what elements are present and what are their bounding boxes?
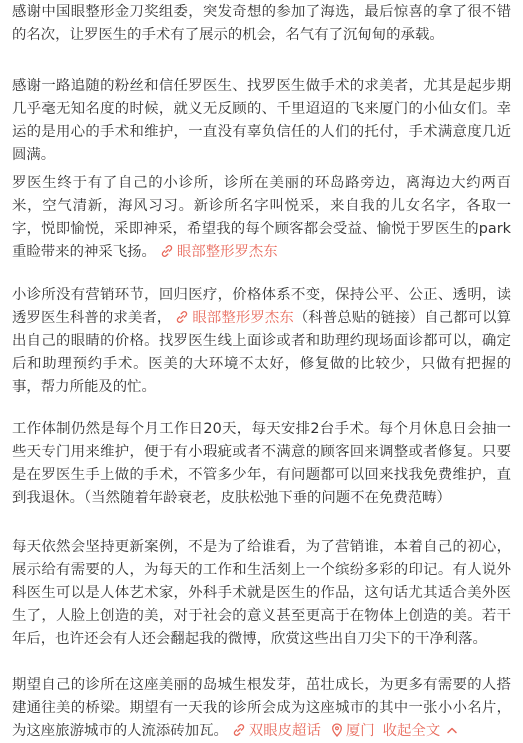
profile-link[interactable] bbox=[156, 244, 278, 260]
post-paragraph-2 bbox=[12, 75, 511, 167]
paragraph-text: 感谢中国眼整形金刀奖组委，突发奇想的参加了海选，最后惊喜的拿了很不错的名次，让罗医生的手术有了展示的机会，名气有了沉甸甸的承载。 bbox=[12, 4, 511, 43]
collapse-button[interactable] bbox=[383, 723, 459, 739]
link-icon bbox=[232, 723, 246, 737]
paragraph-text: 罗医生终于有了自己的小诊所，诊所在美丽的环岛路旁边，离海边大约两百米，空气清新，海风习习。新诊所名字叫悦采，来自我的儿女名字，各取一字，悦即愉悦，采即神采，希望我的每个顾客都会受益、愉悦于罗医生的park重睑带来的神采飞扬。 bbox=[12, 175, 511, 260]
post-paragraph-3 bbox=[12, 172, 511, 264]
paragraph-text: 工作体制仍然是每个月工作日20天，每天安排2台手术。每个月休息日会抽一些天专门用来维护，便于有小瑕疵或者不满意的顾客回来调整或者修复。只要是在罗医生手上做的手术，不管多少年，有问题都可以回来找我免费维护，直到我退休。（当然随着年龄衰老，皮肤松弛下垂的问题不在免费范畴） bbox=[12, 421, 511, 506]
profile-link-label: 眼部整形罗杰东 bbox=[192, 310, 294, 326]
link-icon bbox=[160, 244, 174, 258]
paragraph-text: 感谢一路追随的粉丝和信任罗医生、找罗医生做手术的求美者，尤其是起步期几乎毫无知名度的时候，就义无反顾的、千里迢迢的飞来厦门的小仙女们。幸运的是用心的手术和维护，一直没有辜负信任的人们的托付，手术满意度几近圆满。 bbox=[12, 78, 511, 163]
profile-link-label: 眼部整形罗杰东 bbox=[176, 244, 278, 260]
collapse-label: 收起全文 bbox=[382, 723, 441, 739]
chevron-up-icon bbox=[446, 725, 458, 735]
paragraph-text: 期望自己的诊所在这座美丽的岛城生根发芽，茁壮成长，为更多有需要的人搭建通往美的桥梁。期望有一天我的诊所会成为这座城市的其中一张小小名片，为这座旅游城市的人流添砖加瓦。 bbox=[12, 677, 511, 739]
topic-link[interactable] bbox=[228, 723, 321, 739]
paragraph-text: （科普总贴的链接）自己都可以算出自己的眼睛的价格。找罗医生线上面诊或者和助理约现场面诊都可以，确定后和助理预约手术。医美的大环境不太好，修复做的比较少，只做有把握的事，帮力所能及的忙。 bbox=[12, 310, 511, 395]
post-paragraph-4 bbox=[12, 284, 511, 399]
post-paragraph-6 bbox=[12, 536, 511, 651]
location-link-label: 厦门 bbox=[345, 723, 375, 739]
post-paragraph-5 bbox=[12, 418, 511, 510]
post-paragraph-1 bbox=[12, 1, 511, 47]
post-paragraph-7 bbox=[12, 674, 511, 743]
location-pin-icon bbox=[331, 723, 343, 737]
profile-link[interactable] bbox=[171, 310, 293, 326]
location-link[interactable] bbox=[321, 723, 375, 739]
paragraph-text: 每天依然会坚持更新案例，不是为了给谁看，为了营销谁，本着自己的初心，展示给有需要的人，为每天的工作和生活刻上一个缤纷多彩的印记。有人说外科医生可以是人体艺术家，外科手术就是医生的作品，这句话尤其适合美外医生了，人脸上创造的美，对于社会的意义甚至更高于在物体上创造的美。若干年后，也许还会有人还会翻起我的微博，欣赏这些出自刀尖下的干净利落。 bbox=[12, 539, 511, 647]
topic-link-label: 双眼皮超话 bbox=[248, 723, 321, 739]
paragraph-text: 小诊所没有营销环节，回归医疗，价格体系不变，保持公平、公正、透明，读透罗医生科普的求美者， bbox=[12, 287, 511, 326]
link-icon bbox=[175, 310, 189, 324]
